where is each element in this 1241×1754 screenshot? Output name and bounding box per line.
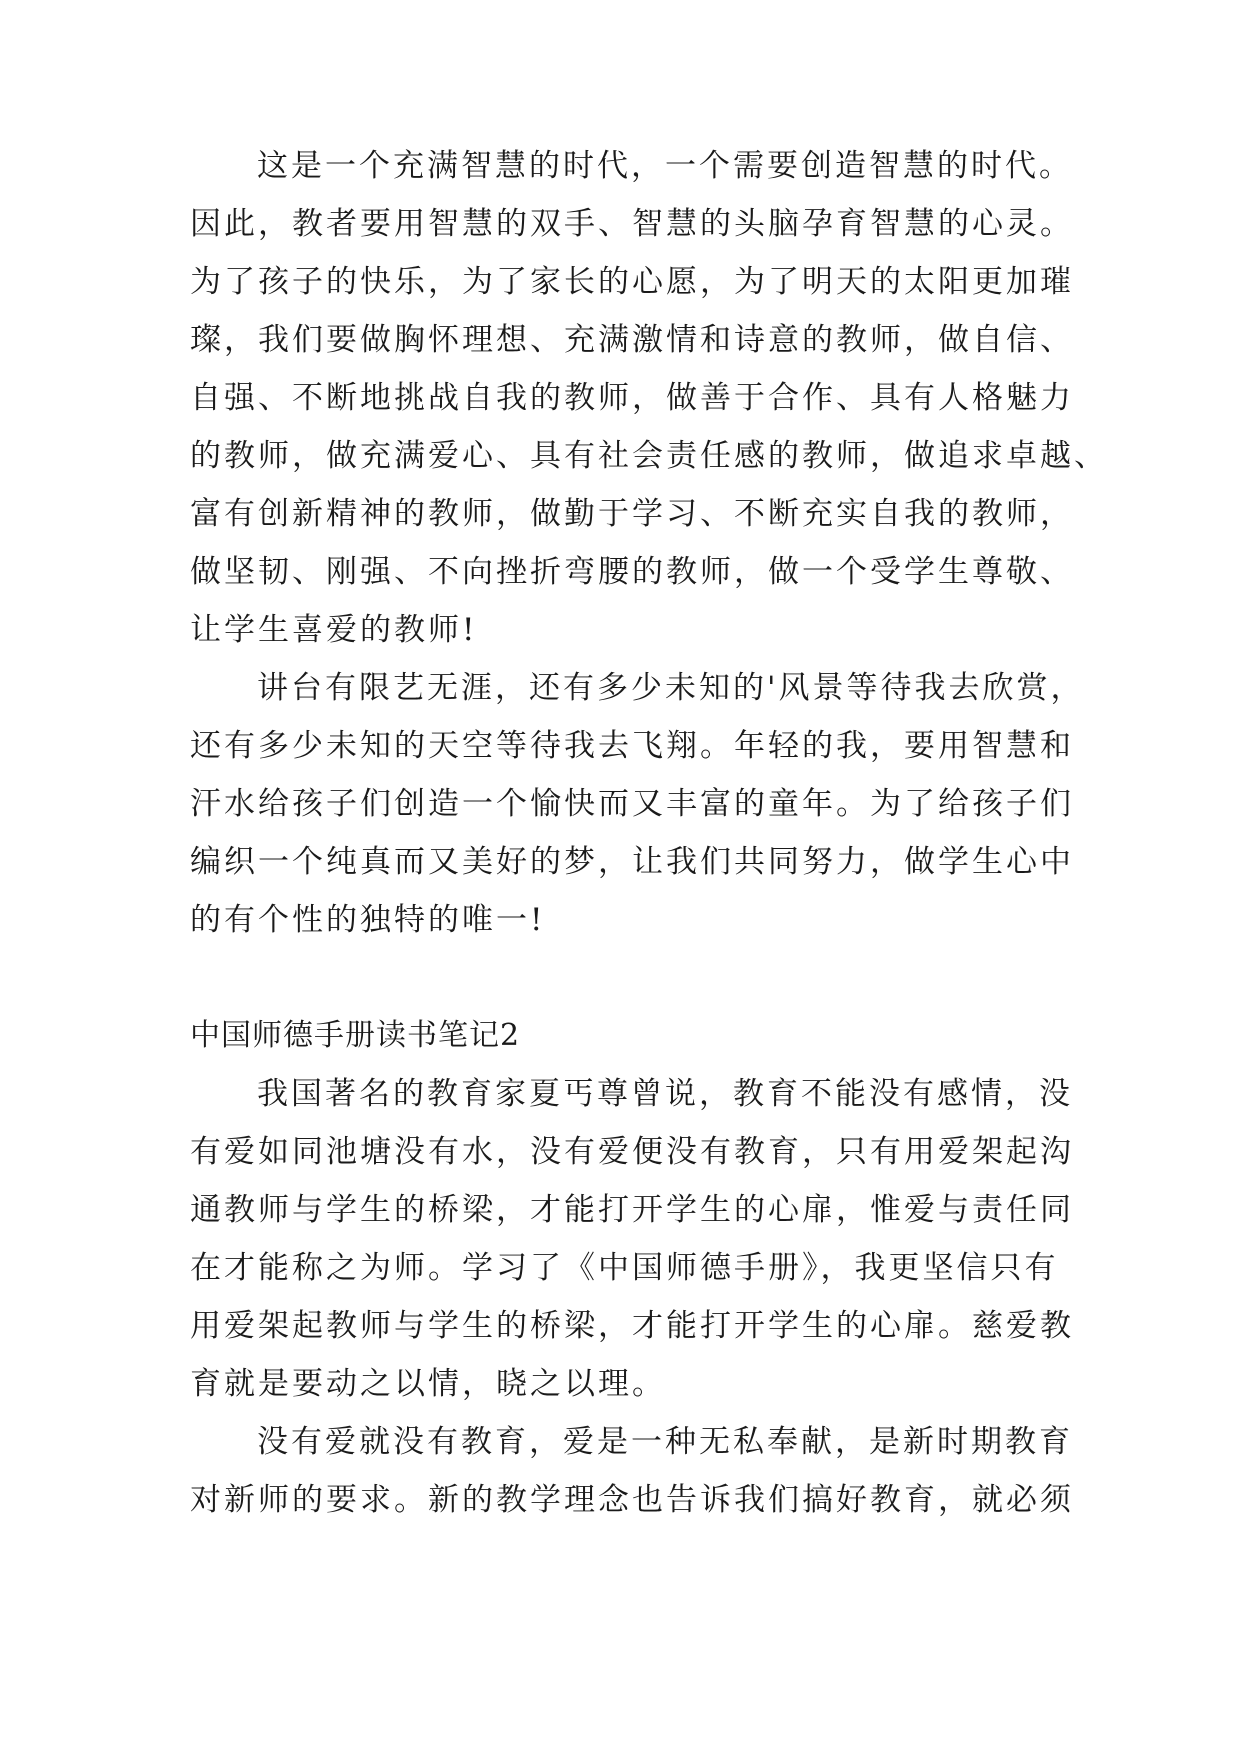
paragraph-line: 让学生喜爱的教师! bbox=[190, 612, 478, 648]
paragraph-line: 汗水给孩子们创造一个愉快而又丰富的童年。为了给孩子们 bbox=[190, 786, 1074, 822]
paragraph-line: 还有多少未知的天空等待我去飞翔。年轻的我，要用智慧和 bbox=[190, 728, 1074, 764]
paragraph-line: 在才能称之为师。学习了《中国师德手册》，我更坚信只有 bbox=[190, 1250, 1059, 1286]
paragraph-line: 有爱如同池塘没有水，没有爱便没有教育，只有用爱架起沟 bbox=[190, 1134, 1074, 1170]
paragraph-line: 编织一个纯真而又美好的梦，让我们共同努力，做学生心中 bbox=[190, 844, 1074, 880]
paragraph-line: 这是一个充满智慧的时代，一个需要创造智慧的时代。 bbox=[257, 148, 1073, 184]
paragraph-line: 我国著名的教育家夏丐尊曾说，教育不能没有感情，没 bbox=[257, 1076, 1073, 1112]
paragraph-line: 对新师的要求。新的教学理念也告诉我们搞好教育，就必须 bbox=[190, 1482, 1074, 1518]
paragraph-line: 通教师与学生的桥梁，才能打开学生的心扉，惟爱与责任同 bbox=[190, 1192, 1074, 1228]
paragraph-line: 富有创新精神的教师，做勤于学习、不断充实自我的教师， bbox=[190, 496, 1074, 532]
paragraph-line: 的教师，做充满爱心、具有社会责任感的教师，做追求卓越、 bbox=[190, 438, 1108, 474]
paragraph-line: 璨，我们要做胸怀理想、充满激情和诗意的教师，做自信、 bbox=[190, 322, 1074, 358]
paragraph-line: 育就是要动之以情，晓之以理。 bbox=[190, 1366, 666, 1402]
paragraph-line: 没有爱就没有教育，爱是一种无私奉献，是新时期教育 bbox=[257, 1424, 1073, 1460]
paragraph-line: 的有个性的独特的唯一! bbox=[190, 902, 546, 938]
paragraph-line: 做坚韧、刚强、不向挫折弯腰的教师，做一个受学生尊敬、 bbox=[190, 554, 1074, 590]
paragraph-line: 讲台有限艺无涯，还有多少未知的'风景等待我去欣赏， bbox=[257, 670, 1085, 706]
paragraph-line: 因此，教者要用智慧的双手、智慧的头脑孕育智慧的心灵。 bbox=[190, 206, 1074, 242]
paragraph-line: 为了孩子的快乐，为了家长的心愿，为了明天的太阳更加璀 bbox=[190, 264, 1074, 300]
paragraph-line: 自强、不断地挑战自我的教师，做善于合作、具有人格魅力 bbox=[190, 380, 1074, 416]
section-heading: 中国师德手册读书笔记2 bbox=[190, 1018, 521, 1053]
paragraph-line: 用爱架起教师与学生的桥梁，才能打开学生的心扉。慈爱教 bbox=[190, 1308, 1074, 1344]
